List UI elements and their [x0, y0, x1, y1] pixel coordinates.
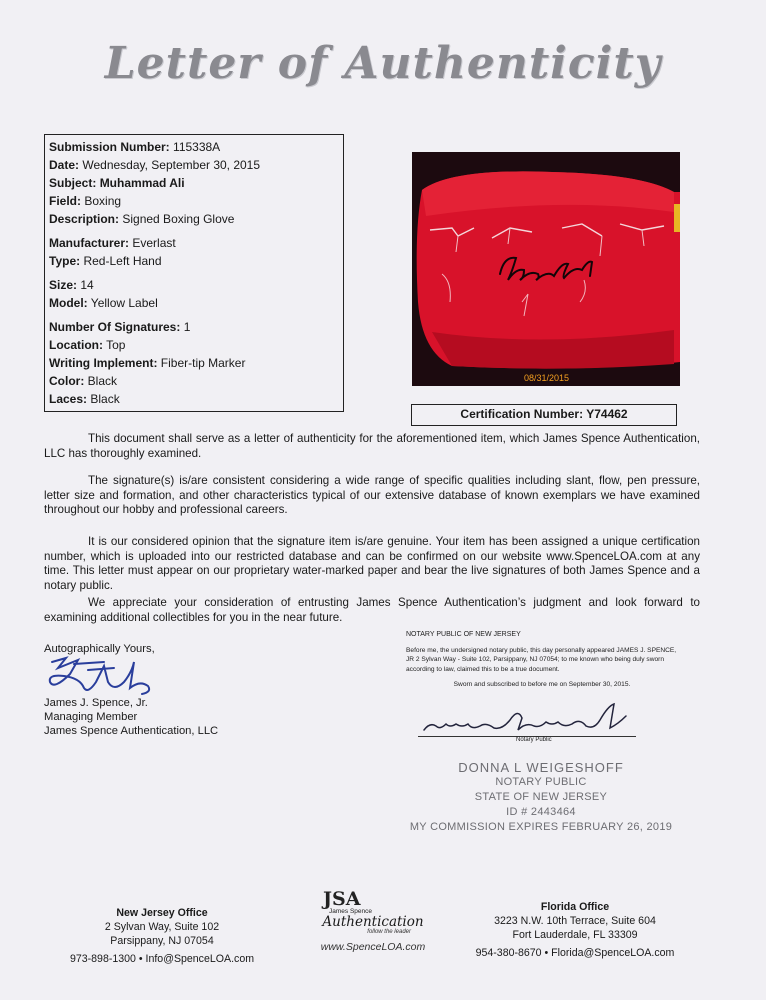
- jsa-logo: JSA James Spence Authentication follow the leader www.SpenceLOA.com: [313, 890, 433, 960]
- footer-fl-office: [470, 900, 680, 960]
- signoff-role: Managing Member: [44, 711, 138, 723]
- item-details-box: [44, 134, 344, 412]
- nj-office-contact: 973-898-1300 • Info@SpenceLOA.com: [69, 953, 255, 965]
- fl-office-heading: Florida Office: [540, 901, 610, 913]
- fl-office-contact: 954-380-8670 • Florida@SpenceLOA.com: [475, 947, 675, 959]
- detail-row-laces: Laces: Black: [49, 392, 120, 406]
- detail-row-size: Size: 14: [49, 278, 94, 292]
- detail-row-model: Model: Yellow Label: [49, 296, 158, 310]
- detail-row-type: Type: Red-Left Hand: [49, 254, 162, 268]
- detail-row-location: Location: Top: [49, 338, 126, 352]
- photo-date-stamp: 08/31/2015: [524, 373, 570, 383]
- notary-heading: NOTARY PUBLIC OF NEW JERSEY: [406, 631, 521, 638]
- logo-website: www.SpenceLOA.com: [320, 941, 426, 953]
- fl-office-address-2: Fort Lauderdale, FL 33309: [512, 929, 638, 941]
- paragraph-consistency: The signature(s) is/are consistent considering a wide range of specific qualities including slant, flow, pen pressure, letter size and formation, and other characteristics typical of our extensive database of known exemplars we have examined throughout our hobby and professional careers.: [44, 474, 700, 517]
- detail-row-implement: Writing Implement: Fiber-tip Marker: [49, 356, 246, 370]
- glove-photo-image: [412, 152, 680, 386]
- page-title: Letter of Authenticity: [104, 38, 662, 89]
- detail-row-subject: Subject: Muhammad Ali: [49, 176, 185, 190]
- paragraph-intro: This document shall serve as a letter of authenticity for the aforementioned item, which James Spence Authentication, LLC has thoroughly examined.: [44, 432, 700, 460]
- nj-office-address-1: 2 Sylvan Way, Suite 102: [104, 921, 220, 933]
- detail-row-field: Field: Boxing: [49, 194, 122, 208]
- signoff-block: [44, 642, 218, 738]
- nj-office-heading: New Jersey Office: [116, 907, 208, 919]
- notary-stamp-commission: MY COMMISSION EXPIRES FEBRUARY 26, 2019: [409, 821, 673, 833]
- item-photo: [412, 152, 680, 386]
- notary-signature-image: [422, 700, 636, 738]
- detail-row-date: Date: Wednesday, September 30, 2015: [49, 158, 261, 172]
- notary-stamp-title: NOTARY PUBLIC: [495, 776, 587, 788]
- notary-line-label: Notary Public: [516, 737, 552, 743]
- signoff-name: James J. Spence, Jr.: [44, 697, 148, 709]
- notary-block: [406, 630, 678, 689]
- notary-stamp-name: DONNA L WEIGESHOFF: [458, 760, 624, 775]
- certification-number-box: Certification Number: Y74462: [411, 404, 677, 426]
- certification-number: Y74462: [586, 407, 628, 421]
- detail-row-signature-count: Number Of Signatures: 1: [49, 320, 191, 334]
- detail-row-submission: Submission Number: 115338A: [49, 140, 221, 154]
- notary-body: Before me, the undersigned notary public, this day personally appeared JAMES J. SPENCE, JR 2 Sylvan Way - Suite 102, Parsippany, NJ 07054; to me known who being duly sworn according to law, claimed this to be a true document.: [406, 647, 677, 673]
- footer-nj-office: [62, 906, 262, 966]
- nj-office-address-2: Parsippany, NJ 07054: [110, 935, 214, 947]
- paragraph-opinion: It is our considered opinion that the signature item is/are genuine. Your item has been assigned a unique certification number, which is uploaded into our restricted database and can be confirmed on our website www.SpenceLOA.com at any time. This letter must appear on our proprietary water-marked paper and bear the live signatures of both James Spence and a notary public.: [44, 535, 700, 592]
- detail-row-description: Description: Signed Boxing Glove: [49, 212, 235, 226]
- notary-stamp: [406, 760, 676, 835]
- signoff-closing: Autographically Yours,: [44, 643, 155, 655]
- detail-row-color: Color: Black: [49, 374, 118, 388]
- notary-stamp-state: STATE OF NEW JERSEY: [474, 791, 608, 803]
- spence-signature-image: [44, 652, 160, 698]
- notary-stamp-id: ID # 2443464: [506, 806, 576, 818]
- paragraph-appreciation: We appreciate your consideration of entrusting James Spence Authentication’s judgment and look forward to examining additional collectibles for you in the near future.: [44, 596, 700, 624]
- fl-office-address-1: 3223 N.W. 10th Terrace, Suite 604: [494, 915, 656, 927]
- detail-row-manufacturer: Manufacturer: Everlast: [49, 236, 176, 250]
- signoff-company: James Spence Authentication, LLC: [44, 725, 219, 737]
- notary-sworn: Sworn and subscribed to before me on September 30, 2015.: [453, 680, 631, 688]
